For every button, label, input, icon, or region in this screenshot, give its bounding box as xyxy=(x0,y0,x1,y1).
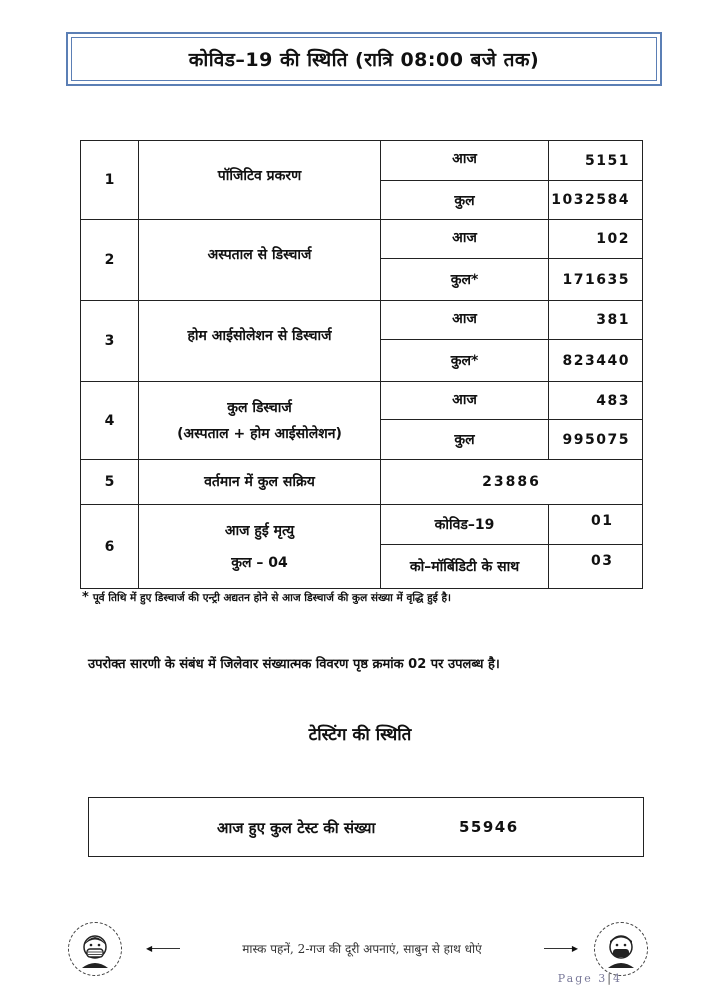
row-description-line1: कुल डिस्चार्ज xyxy=(227,399,292,416)
page-current: 3 xyxy=(598,972,608,985)
footer-slogan xyxy=(148,940,576,958)
row-label: कोविड–19 xyxy=(381,505,549,545)
row-value: 5151 xyxy=(549,141,643,181)
row-description xyxy=(139,382,381,460)
row-label: कुल* xyxy=(381,259,549,301)
arrow-right-icon: ▶ xyxy=(571,944,578,953)
page-title: कोविड–19 की स्थिति (रात्रि 08:00 बजे तक) xyxy=(188,49,540,71)
title-box xyxy=(66,32,662,86)
testing-label: आज हुए कुल टेस्ट की संख्या xyxy=(217,819,376,837)
arrow-left-icon: ◀ xyxy=(146,944,153,953)
table-row xyxy=(81,505,643,545)
footnote-text: पूर्व तिथि में हुए डिस्चार्ज की एन्ट्री अद्यतन होने से आज डिस्चार्ज की कुल संख्या में वृद्धि हुई है। xyxy=(92,592,452,604)
footnote xyxy=(82,590,451,605)
testing-value: 55946 xyxy=(459,818,519,836)
row-description: अस्पताल से डिस्चार्ज xyxy=(139,220,381,301)
table-row xyxy=(81,141,643,181)
masked-face-icon xyxy=(68,922,122,976)
row-description-line2: (अस्पताल + होम आईसोलेशन) xyxy=(177,425,342,442)
row-value: 171635 xyxy=(549,259,643,301)
row-label: आज xyxy=(381,382,549,420)
table-row xyxy=(81,301,643,340)
table-row xyxy=(81,220,643,259)
row-label: कुल* xyxy=(381,340,549,382)
table-row xyxy=(81,382,643,420)
page-separator: | xyxy=(607,972,613,985)
page-label: Page xyxy=(557,972,593,985)
reference-text: उपरोक्त सारणी के संबंध में जिलेवार संख्यात्मक विवरण पृष्ठ क्रमांक 02 पर उपलब्ध है। xyxy=(88,657,500,672)
row-description-line2: कुल – 04 xyxy=(231,554,288,571)
table-row xyxy=(81,460,643,505)
page-total: 4 xyxy=(613,972,622,985)
row-label: कुल xyxy=(381,181,549,220)
row-label: कुल xyxy=(381,420,549,460)
testing-box xyxy=(88,797,644,857)
row-label: आज xyxy=(381,301,549,340)
masked-face-icon xyxy=(594,922,648,976)
serial-number: 3 xyxy=(81,301,139,382)
row-value: 381 xyxy=(549,301,643,340)
row-description xyxy=(139,505,381,589)
footnote-star: * xyxy=(82,590,89,605)
serial-number: 5 xyxy=(81,460,139,505)
row-value: 995075 xyxy=(549,420,643,460)
row-value: 03 xyxy=(549,545,643,589)
slogan-text: मास्क पहनें, 2-गज की दूरी अपनाएं, साबुन से हाथ धोएं xyxy=(242,942,482,956)
row-value: 1032584 xyxy=(549,181,643,220)
row-value: 823440 xyxy=(549,340,643,382)
row-value: 483 xyxy=(549,382,643,420)
row-label: को–मॉर्बिडिटी के साथ xyxy=(381,545,549,589)
row-description: होम आईसोलेशन से डिस्चार्ज xyxy=(139,301,381,382)
serial-number: 4 xyxy=(81,382,139,460)
row-description: पॉजिटिव प्रकरण xyxy=(139,141,381,220)
row-value: 102 xyxy=(549,220,643,259)
covid-status-table xyxy=(80,140,643,589)
page-number xyxy=(558,972,622,985)
row-description: वर्तमान में कुल सक्रिय xyxy=(139,460,381,505)
serial-number: 1 xyxy=(81,141,139,220)
serial-number: 2 xyxy=(81,220,139,301)
testing-section-title: टेस्टिंग की स्थिति xyxy=(308,725,412,745)
active-cases-value: 23886 xyxy=(381,460,643,505)
serial-number: 6 xyxy=(81,505,139,589)
row-description-line1: आज हुई मृत्यु xyxy=(224,522,295,539)
arrow-left-line xyxy=(148,948,180,949)
row-label: आज xyxy=(381,220,549,259)
row-value: 01 xyxy=(549,505,643,545)
row-label: आज xyxy=(381,141,549,181)
